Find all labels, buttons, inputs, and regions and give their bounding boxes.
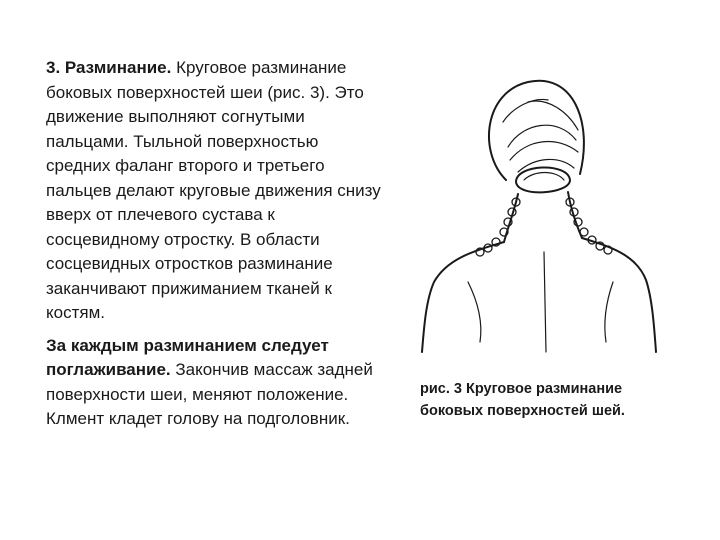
paragraph-body: Круговое разминание боковых поверхностей шеи (рис. 3). Это движение выполняют согнутыми пальцами. Тыльной поверхностью средних фаланг второго и третьего пальцев делают круговые движения снизу вверх от плечевого сустава к сосцевидному отростку. В области сосцевидных отростков разминание заканчивают прижиманием тканей к костям. [46, 58, 381, 322]
caption-text: Круговое разминание боковых поверхностей шей. [420, 381, 625, 419]
figure-caption [420, 378, 680, 422]
paragraph-heading: 3. Разминание. [46, 58, 172, 77]
paragraph-stroking [46, 334, 386, 432]
paragraph-kneading [46, 56, 386, 326]
neck-massage-illustration [408, 52, 658, 382]
caption-label: рис. 3 [420, 381, 462, 397]
paragraph-heading: За каждым разминанием следует поглаживание. [46, 335, 329, 379]
neck-back-drawing [408, 52, 658, 382]
paragraph-body: Закончив массаж задней поверхности шеи, меняют положение. Клмент кладет голову на подголовник. [46, 360, 373, 428]
text-block [46, 56, 386, 440]
